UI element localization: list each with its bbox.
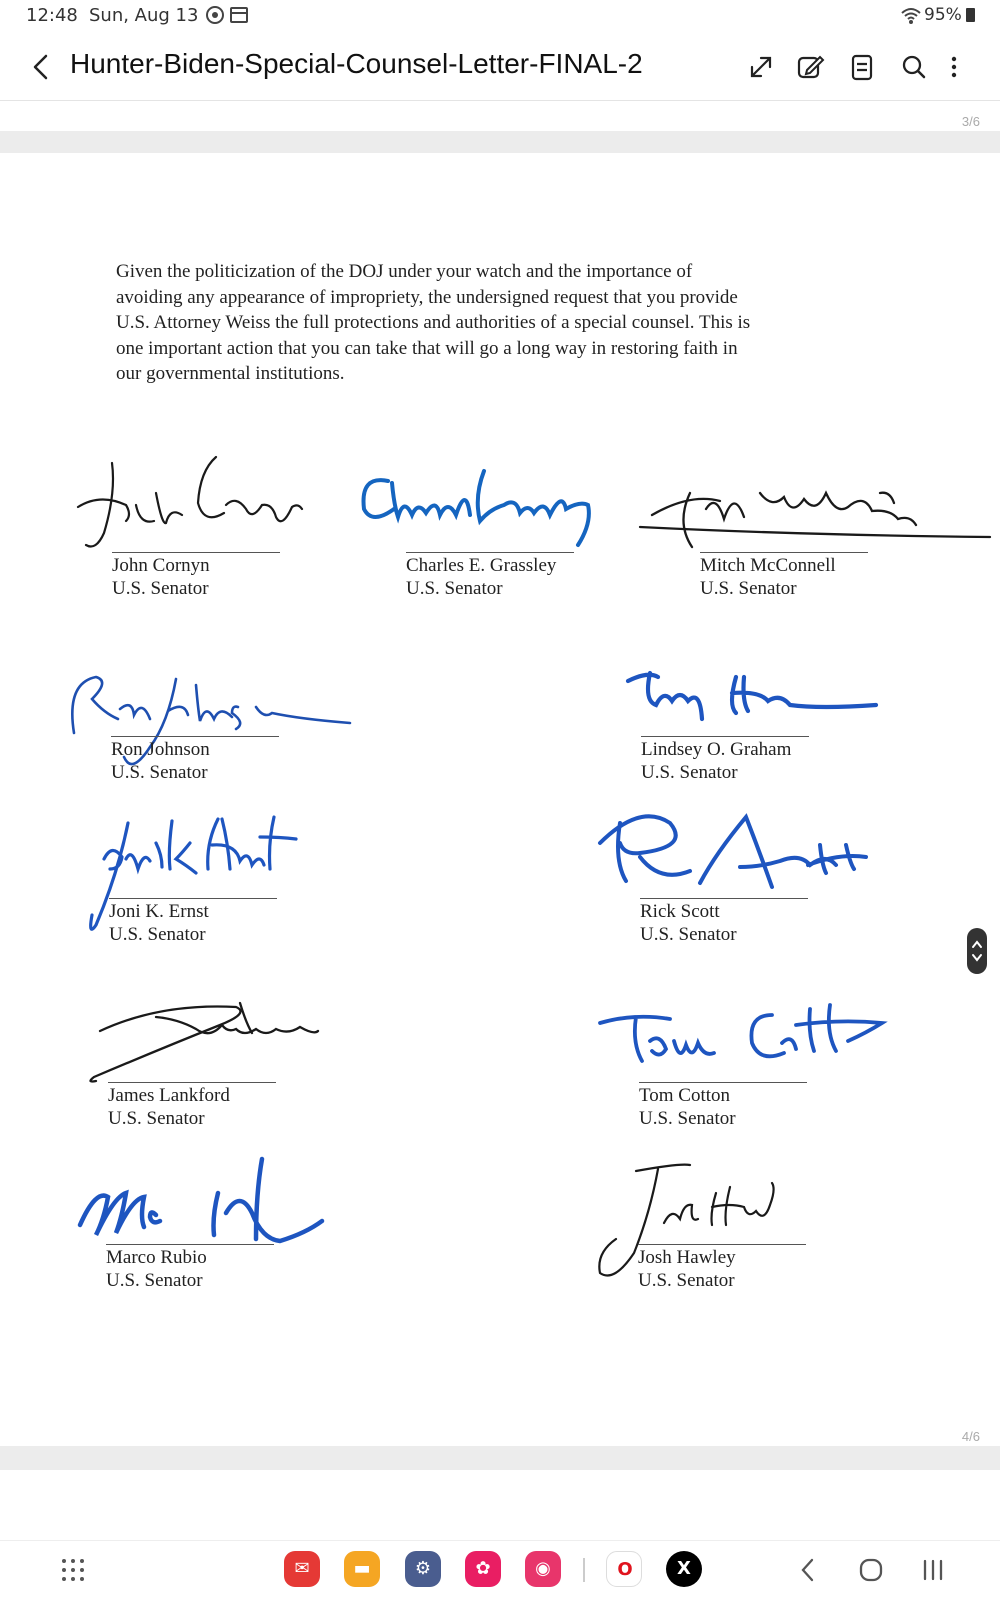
edit-icon[interactable] (793, 50, 827, 84)
signatory-title: U.S. Senator (638, 1270, 735, 1291)
camera-app-icon[interactable] (525, 1551, 561, 1587)
dock-separator (583, 1558, 585, 1582)
wifi-icon (900, 4, 922, 26)
flower-app-icon[interactable] (465, 1551, 501, 1587)
battery-icon (966, 8, 975, 22)
page-view-icon[interactable] (845, 50, 879, 84)
calendar-status-icon (230, 7, 248, 23)
signatory-name: Rick Scott (640, 901, 720, 922)
signatory-title: U.S. Senator (700, 578, 797, 599)
battery-percent: 95% (924, 5, 962, 25)
signatory-name: Ron Johnson (111, 739, 210, 760)
settings-app-icon[interactable] (405, 1551, 441, 1587)
sync-status-icon (206, 6, 224, 24)
status-time: 12:48 (26, 5, 78, 26)
signatory-name: Joni K. Ernst (109, 901, 209, 922)
folder-icon: ▬ (353, 1558, 371, 1579)
apps-grid-icon[interactable] (60, 1557, 86, 1583)
page-number-previous: 3/6 (961, 114, 980, 129)
signatory-name: Charles E. Grassley (406, 555, 557, 576)
signatory-title: U.S. Senator (109, 924, 206, 945)
paragraph-line: avoiding any appearance of impropriety, the undersigned request that you provide (116, 286, 738, 308)
signatory-title: U.S. Senator (111, 762, 208, 783)
status-date: Sun, Aug 13 (89, 5, 199, 26)
nav-back-icon[interactable] (798, 1556, 818, 1584)
opera-app-icon[interactable] (606, 1551, 642, 1587)
expand-icon[interactable] (744, 50, 778, 84)
x-app-icon[interactable] (666, 1551, 702, 1587)
divider (0, 100, 1000, 101)
nav-home-icon[interactable] (858, 1557, 884, 1583)
signatory-title: U.S. Senator (641, 762, 738, 783)
signatory-name: Marco Rubio (106, 1247, 207, 1268)
paragraph-line: one important action that you can take that will go a long way in restoring faith in (116, 337, 738, 359)
paragraph-line: U.S. Attorney Weiss the full protections and authorities of a special counsel. This is (116, 312, 751, 333)
search-icon[interactable] (897, 50, 931, 84)
paragraph-line: our governmental institutions. (116, 363, 345, 384)
more-options-icon[interactable] (944, 50, 964, 84)
paragraph-line: Given the politicization of the DOJ under your watch and the importance of (116, 261, 693, 282)
back-icon[interactable] (26, 50, 56, 84)
opera-icon: O (617, 1559, 633, 1580)
signatory-name: John Cornyn (112, 555, 210, 576)
page-gap (0, 131, 1000, 153)
page-gap (0, 1446, 1000, 1470)
page-number-next: 4/6 (961, 1429, 980, 1444)
document-page (0, 153, 1000, 1446)
signatory-name: Lindsey O. Graham (641, 739, 792, 760)
signatory-title: U.S. Senator (112, 578, 209, 599)
signatory-name: Tom Cotton (639, 1085, 731, 1106)
signature-line (638, 1244, 806, 1245)
files-app-icon[interactable] (344, 1551, 380, 1587)
gear-icon: ⚙ (414, 1558, 432, 1579)
document-title: Hunter-Biden-Special-Counsel-Letter-FINAL-2 (70, 48, 643, 79)
signatory-name: Josh Hawley (638, 1247, 736, 1268)
camera-icon: ◉ (535, 1558, 551, 1579)
signatory-name: James Lankford (108, 1085, 230, 1106)
navigation-bar (0, 1540, 1000, 1600)
signatory-title: U.S. Senator (106, 1270, 203, 1291)
app-bar (0, 34, 1000, 100)
signatory-title: U.S. Senator (108, 1108, 205, 1129)
signatory-title: U.S. Senator (640, 924, 737, 945)
signature-hawley (0, 153, 900, 1293)
signatory-title: U.S. Senator (406, 578, 503, 599)
scroll-handle[interactable] (966, 927, 988, 975)
x-icon: X (677, 1558, 691, 1579)
email-app-icon[interactable] (284, 1551, 320, 1587)
signatory-title: U.S. Senator (639, 1108, 736, 1129)
flower-icon: ✿ (475, 1558, 491, 1579)
email-icon: ✉ (294, 1558, 310, 1579)
status-bar (0, 0, 1000, 34)
signatory-name: Mitch McConnell (700, 555, 836, 576)
nav-recents-icon[interactable] (920, 1557, 946, 1583)
